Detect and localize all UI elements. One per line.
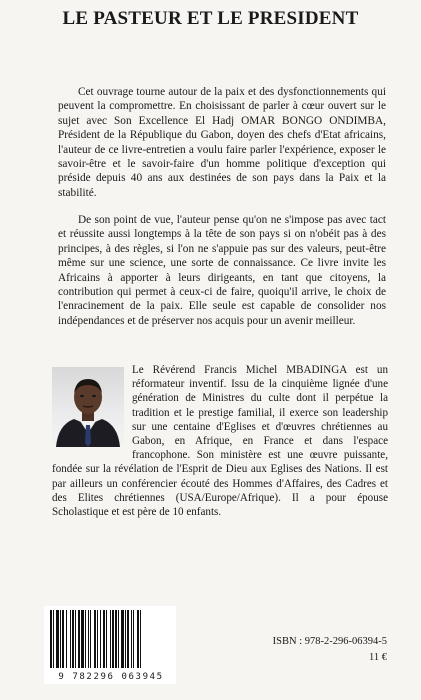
summary-paragraph-1: Cet ouvrage tourne autour de la paix et des dysfonctionnements qui peuvent la compromettre. En choisissant de parler à cœur ouvert sur le sujet avec Son Excellence El Hadj OMAR BONGO ONDIMBA, Président de la République du Gabon, doyen des chefs d'Etat africains, l'auteur de ce livre-entretien a voulu faire parler l'expérience, exposer le savoir-être et le savoir-faire d'un homme politique d'exception qui préside depuis 40 ans aux destinées de son pays dans la Paix et la stabilité. xyxy=(58,86,386,199)
isbn-block xyxy=(273,634,387,666)
author-bio-text: Le Révérend Francis Michel MBADINGA est un réformateur inventif. Issu de la cinquième lignée d'une génération de Ministres du culte dont il perpétue la tradition et le prestige familial, il exerce son leadership sur une centaine d'Eglises et d'œuvres chrétiennes au Gabon, en Afrique, en France et dans l'espace francophone. Son ministère est une œuvre puissante, fondée sur la révélation de l'Esprit de Dieu aux Eglises des Nations. Il est par ailleurs un conférencier écouté des Hommes d'Affaires, des Cadres et des Elites chrétiennes (USA/Europe/Afrique). Il a pour épouse Scholastique et est père de 10 enfants. xyxy=(52,364,388,519)
price: 11 € xyxy=(369,652,387,663)
author-photo xyxy=(52,367,124,447)
isbn-number: ISBN : 978-2-296-06394-5 xyxy=(272,636,387,647)
barcode-digits: 9 782296 063945 xyxy=(58,672,164,682)
summary-paragraph-2: De son point de vue, l'auteur pense qu'on ne s'impose pas avec tact et réussite aussi longtemps à la tête de son pays si on n'obéit pas à des principes, à des règles, si l'on ne s'appuie pas sur des valeurs, peut-être même sur une science, une sorte de connaissance. Ce livre invite les Africains à apporter à leurs dirigeants, en tant que citoyens, la contribution qui permet à ceux-ci de faire, quoiqu'il arrive, le choix de l'enracinement de la paix. Elle seule est capable de consolider nos indépendances et de préserver nos acquis pour un avenir meilleur. xyxy=(58,214,386,327)
barcode-bars xyxy=(50,610,170,670)
barcode xyxy=(44,606,176,684)
author-bio xyxy=(52,363,388,519)
book-title: LE PASTEUR ET LE PRESIDENT xyxy=(62,8,359,29)
